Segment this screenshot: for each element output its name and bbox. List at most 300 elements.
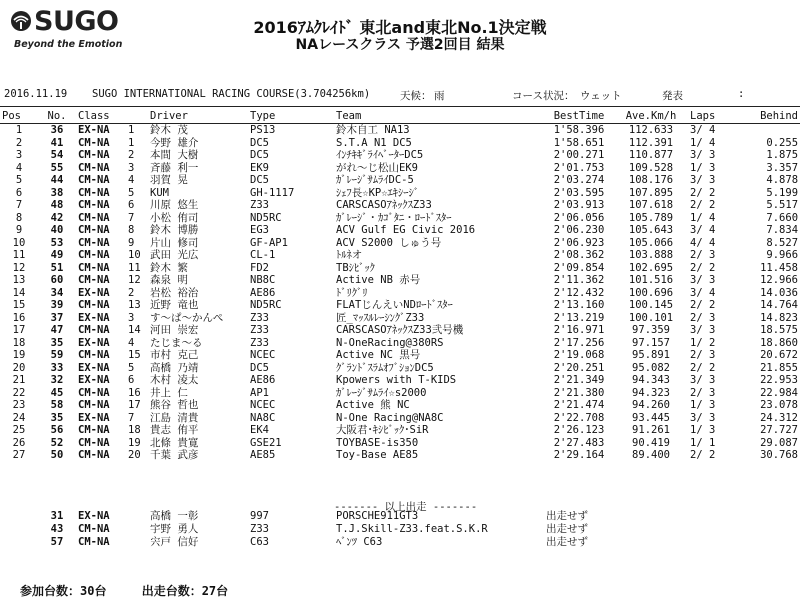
result-best: 2'21.474 — [553, 399, 605, 411]
result-best: 2'19.068 — [553, 349, 605, 361]
result-pos: 5 — [15, 174, 23, 186]
result-no: 39 — [50, 299, 64, 311]
condition-label: コース状況： — [512, 90, 575, 102]
result-laps: 1/ 4 — [690, 136, 716, 149]
result-no: 40 — [50, 224, 64, 236]
result-row — [0, 449, 800, 462]
result-row — [0, 199, 800, 212]
result-driver: 本間 大樹 — [150, 149, 199, 161]
time-separator: : — [738, 88, 745, 100]
result-cls: CM-NA — [78, 249, 110, 261]
result-row — [0, 349, 800, 362]
result-behind: 14.823 — [760, 311, 799, 324]
result-speed: 109.528 — [628, 161, 674, 174]
result-row — [0, 299, 800, 312]
result-speed: 112.391 — [628, 136, 674, 149]
result-cls: CM-NA — [78, 449, 110, 461]
result-cpos: 3 — [128, 311, 135, 324]
result-cls: CM-NA — [78, 199, 110, 211]
result-row — [0, 262, 800, 275]
result-cls: EX-NA — [78, 411, 110, 424]
result-no: 48 — [50, 199, 64, 211]
col-driver: Driver — [148, 108, 248, 124]
dns-pos-empty — [0, 523, 38, 536]
result-pos: 19 — [12, 349, 26, 361]
result-cpos: 12 — [128, 274, 141, 286]
result-team: Active NC 黒号 — [336, 349, 421, 361]
result-type: EG3 — [250, 224, 269, 236]
result-pos: 17 — [12, 324, 26, 336]
result-no: 44 — [50, 174, 64, 186]
result-row — [0, 437, 800, 450]
result-type: NB8C — [250, 274, 276, 286]
result-best: 2'06.056 — [553, 211, 605, 224]
result-type: Z33 — [250, 311, 269, 324]
result-speed: 108.176 — [628, 174, 674, 186]
result-type: Z33 — [250, 199, 269, 211]
result-cls: EX-NA — [78, 124, 110, 136]
result-team: TBｼﾋﾞｯｸ — [336, 261, 375, 274]
result-pos: 22 — [12, 386, 26, 399]
result-behind: 21.855 — [760, 361, 799, 374]
result-cls: EX-NA — [78, 286, 110, 299]
result-speed: 107.895 — [628, 186, 674, 199]
dns-pos-empty — [0, 536, 38, 549]
logo-tagline: Beyond the Emotion — [14, 39, 123, 50]
result-type: ND5RC — [250, 211, 282, 224]
col-behind: Behind — [738, 108, 800, 124]
result-no: 33 — [50, 361, 64, 374]
result-team: 大阪君･ｷｼﾋﾞｯｸ･SiR — [336, 424, 429, 436]
result-team: Active NB 赤号 — [336, 274, 421, 286]
result-cls: CM-NA — [78, 274, 110, 286]
result-behind: 5.517 — [766, 199, 799, 211]
footer-totals — [20, 582, 256, 599]
result-laps: 1/ 3 — [690, 424, 716, 436]
result-no: 50 — [50, 449, 64, 461]
col-pos: Pos — [0, 108, 38, 124]
result-cls: CM-NA — [78, 386, 110, 399]
result-cls: CM-NA — [78, 211, 110, 224]
result-pos: 3 — [15, 149, 23, 161]
result-type: GSE21 — [250, 436, 282, 449]
result-behind: 0.255 — [766, 136, 799, 149]
result-team: ACV S2000 しゅう号 — [336, 236, 442, 249]
result-best: 2'29.164 — [553, 449, 605, 461]
result-type: GF-AP1 — [250, 236, 288, 249]
result-pos: 12 — [12, 261, 26, 274]
result-pos: 10 — [12, 236, 26, 249]
weather-label: 天候： — [400, 90, 432, 102]
entries-count: 参加台数：30台 — [20, 584, 107, 598]
result-cpos: 7 — [128, 211, 135, 224]
results-header-row — [0, 108, 800, 124]
dns-driver: 宇野 勇人 — [150, 523, 199, 535]
result-pos: 24 — [12, 411, 26, 424]
result-cls: CM-NA — [78, 174, 110, 186]
result-type: AP1 — [250, 386, 269, 399]
result-no: 53 — [50, 236, 64, 249]
result-driver: 貴志 侑平 — [150, 424, 199, 436]
result-pos: 25 — [12, 424, 26, 436]
result-best: 2'22.708 — [553, 411, 605, 424]
dns-cls: EX-NA — [78, 510, 110, 522]
dns-table — [0, 510, 800, 549]
result-behind: 5.199 — [766, 186, 799, 199]
result-speed: 94.260 — [632, 399, 670, 411]
result-no: 55 — [50, 161, 64, 174]
result-type: EK9 — [250, 161, 269, 174]
result-no: 35 — [50, 336, 64, 349]
dns-row — [0, 510, 800, 523]
result-cls: CM-NA — [78, 299, 110, 311]
result-no: 41 — [50, 136, 64, 149]
result-type: NCEC — [250, 349, 276, 361]
result-behind: 22.984 — [760, 386, 799, 399]
result-driver: 片山 修司 — [150, 236, 199, 249]
result-behind: 18.860 — [760, 336, 799, 349]
result-no: 51 — [50, 261, 64, 274]
result-laps: 2/ 3 — [690, 386, 716, 399]
result-best: 2'09.854 — [553, 261, 605, 274]
result-speed: 95.891 — [632, 349, 670, 361]
result-driver: 小松 侑司 — [150, 211, 199, 224]
dns-no: 57 — [50, 536, 64, 548]
result-no: 34 — [50, 286, 64, 299]
result-best: 2'26.123 — [553, 424, 605, 436]
result-laps: 3/ 4 — [690, 286, 716, 299]
result-team: ﾄﾙﾈオ — [336, 249, 363, 261]
result-driver: 近野 竜也 — [150, 299, 199, 311]
result-speed: 90.419 — [632, 436, 670, 449]
result-pos: 21 — [12, 374, 26, 386]
result-row — [0, 287, 800, 300]
result-pos: 1 — [15, 124, 23, 136]
result-laps: 2/ 3 — [690, 349, 716, 361]
result-behind: 20.672 — [760, 349, 799, 361]
result-team: 匠_ﾏｯｽﾙﾚｰｼﾝｸﾞZ33 — [336, 311, 425, 324]
result-team: ﾄﾞﾘｸﾞﾘ — [336, 286, 368, 299]
result-driver: 鈴木 茂 — [150, 124, 188, 136]
result-behind: 27.727 — [760, 424, 799, 436]
result-team: Active 熊 NC — [336, 399, 410, 411]
result-pos: 11 — [12, 249, 26, 261]
result-team: FLATじんえいNDﾛｰﾄﾞｽﾀｰ — [336, 299, 453, 311]
result-row — [0, 174, 800, 187]
result-pos: 26 — [12, 436, 26, 449]
result-speed: 100.101 — [628, 311, 674, 324]
result-pos: 13 — [12, 274, 26, 286]
result-row — [0, 137, 800, 150]
result-best: 2'06.923 — [553, 236, 605, 249]
dns-row — [0, 536, 800, 549]
result-pos: 2 — [15, 136, 23, 149]
result-speed: 102.695 — [628, 261, 674, 274]
result-driver: KUM — [150, 186, 169, 199]
result-speed: 97.157 — [632, 336, 670, 349]
result-pos: 18 — [12, 336, 26, 349]
result-best: 2'13.160 — [553, 299, 605, 311]
result-driver: 川原 悠生 — [150, 199, 199, 211]
result-row — [0, 212, 800, 225]
result-speed: 91.261 — [632, 424, 670, 436]
result-laps: 4/ 4 — [690, 236, 716, 249]
result-team: N-One Racing@NA8C — [336, 411, 444, 424]
col-laps: Laps — [688, 108, 738, 124]
result-driver: 鈴木 博勝 — [150, 224, 199, 236]
result-cpos: 17 — [128, 399, 141, 411]
result-row — [0, 187, 800, 200]
result-best: 2'13.219 — [553, 311, 605, 324]
result-type: Z33 — [250, 324, 269, 336]
result-cls: EX-NA — [78, 361, 110, 374]
result-best: 2'06.230 — [553, 224, 605, 236]
result-cpos: 20 — [128, 449, 141, 461]
result-speed: 93.445 — [632, 411, 670, 424]
result-driver: 斉藤 利一 — [150, 161, 199, 174]
result-cls: CM-NA — [78, 261, 110, 274]
result-row — [0, 324, 800, 337]
result-driver: 木村 凌太 — [150, 374, 199, 386]
result-best: 1'58.396 — [553, 124, 605, 136]
dns-driver: 高橋 一彰 — [150, 510, 199, 522]
result-cpos: 15 — [128, 349, 141, 361]
result-row — [0, 374, 800, 387]
result-row — [0, 412, 800, 425]
header-rule — [0, 106, 800, 107]
result-best: 2'01.753 — [553, 161, 605, 174]
result-driver: 市村 克己 — [150, 349, 199, 361]
result-no: 32 — [50, 374, 64, 386]
result-cls: EX-NA — [78, 311, 110, 324]
result-laps: 2/ 2 — [690, 299, 716, 311]
result-behind — [738, 124, 800, 137]
starters-count: 出走台数：27台 — [141, 584, 229, 598]
result-cls: CM-NA — [78, 424, 110, 436]
result-cpos: 18 — [128, 424, 141, 436]
result-behind: 4.878 — [766, 174, 799, 186]
result-speed: 105.789 — [628, 211, 674, 224]
result-team: S.T.A N1 DC5 — [336, 136, 412, 149]
result-cpos: 1 — [128, 124, 135, 136]
result-team: ｶﾞﾚｰｼﾞ・ｶｺﾞﾀﾆ・ﾛｰﾄﾞｽﾀｰ — [336, 211, 452, 224]
result-row — [0, 312, 800, 325]
result-laps: 1/ 3 — [690, 399, 716, 411]
result-cpos: 11 — [128, 261, 141, 274]
col-team: Team — [334, 108, 544, 124]
result-cls: CM-NA — [78, 186, 110, 199]
result-type: NA8C — [250, 411, 276, 424]
result-driver: 井上 仁 — [150, 386, 188, 399]
result-best: 2'20.251 — [553, 361, 605, 374]
info-line — [0, 88, 800, 104]
result-best: 2'17.256 — [553, 336, 605, 349]
result-team: CARSCASOｱﾈｯｸｽZ33弐号機 — [336, 324, 464, 336]
result-no: 38 — [50, 186, 64, 199]
result-behind: 7.660 — [766, 211, 799, 224]
result-speed: 103.888 — [628, 249, 674, 261]
result-no: 35 — [50, 411, 64, 424]
dns-cls: CM-NA — [78, 536, 110, 548]
result-type: DC5 — [250, 149, 269, 161]
result-behind: 7.834 — [766, 224, 799, 236]
result-driver: 北條 貴寛 — [150, 436, 199, 449]
result-driver: 熊谷 哲也 — [150, 399, 199, 411]
result-behind: 18.575 — [760, 324, 799, 336]
result-team: CARSCASOｱﾈｯｸｽZ33 — [336, 199, 432, 211]
dns-cls: CM-NA — [78, 523, 110, 535]
result-type: ND5RC — [250, 299, 282, 311]
dns-no: 31 — [50, 510, 64, 522]
result-speed: 94.343 — [632, 374, 670, 386]
result-behind: 9.966 — [766, 249, 799, 261]
result-cpos: 3 — [128, 161, 135, 174]
result-speed: 110.877 — [628, 149, 674, 161]
col-no: No. — [38, 108, 76, 124]
dns-status: 出走せず — [546, 523, 588, 535]
result-best: 2'03.913 — [553, 199, 605, 211]
result-team: ｲﾝﾁｷｷﾞﾗｲﾍﾞｰﾀｰDC5 — [336, 149, 424, 161]
result-behind: 11.458 — [760, 261, 799, 274]
time-label: 発表 — [662, 90, 683, 102]
result-cpos: 8 — [128, 224, 135, 236]
result-behind: 14.036 — [760, 286, 799, 299]
result-type: DC5 — [250, 136, 269, 149]
result-cls: CM-NA — [78, 161, 110, 174]
dns-status: 出走せず — [546, 510, 588, 522]
result-type: FD2 — [250, 261, 269, 274]
result-laps: 3/ 3 — [690, 324, 716, 336]
result-cpos: 10 — [128, 249, 141, 261]
result-row — [0, 387, 800, 400]
result-team: TOYBASE-is350 — [336, 436, 419, 449]
result-cpos: 2 — [128, 286, 135, 299]
result-pos: 23 — [12, 399, 26, 411]
dns-driver: 宍戸 信好 — [150, 536, 199, 548]
result-cls: EX-NA — [78, 336, 110, 349]
result-laps: 1/ 4 — [690, 211, 716, 224]
session-title: NAレースクラス 予選2回目 結果 — [295, 37, 505, 53]
result-cls: CM-NA — [78, 399, 110, 411]
result-no: 58 — [50, 399, 64, 411]
result-best: 2'16.971 — [553, 324, 605, 336]
result-behind: 30.768 — [760, 449, 799, 461]
result-speed: 112.633 — [628, 124, 674, 136]
result-cpos: 5 — [128, 361, 135, 374]
result-no: 59 — [50, 349, 64, 361]
result-best: 2'21.349 — [553, 374, 605, 386]
result-no: 56 — [50, 424, 64, 436]
result-cpos: 19 — [128, 436, 141, 449]
result-pos: 8 — [15, 211, 23, 224]
result-driver: 森泉 明 — [150, 274, 188, 286]
result-laps: 1/ 1 — [690, 436, 716, 449]
result-behind: 3.357 — [766, 161, 799, 174]
result-pos: 16 — [12, 311, 26, 324]
result-speed: 105.066 — [628, 236, 674, 249]
result-type: NCEC — [250, 399, 276, 411]
result-driver: 千葉 武彦 — [150, 449, 199, 461]
result-cpos: 7 — [128, 411, 135, 424]
dns-pos-empty — [0, 510, 38, 523]
result-cls: CM-NA — [78, 349, 110, 361]
result-row — [0, 124, 800, 137]
result-behind: 23.078 — [760, 399, 799, 411]
result-row — [0, 274, 800, 287]
result-no: 45 — [50, 386, 64, 399]
result-type: AE85 — [250, 449, 276, 461]
result-speed: 95.082 — [632, 361, 670, 374]
result-cpos: 14 — [128, 324, 141, 336]
result-row — [0, 249, 800, 262]
result-cpos: 6 — [128, 374, 135, 386]
result-row — [0, 399, 800, 412]
result-no: 36 — [50, 124, 64, 136]
result-best: 2'00.271 — [553, 149, 605, 161]
logo-text: SUGO — [34, 6, 119, 37]
result-type: DC5 — [250, 361, 269, 374]
result-cls: CM-NA — [78, 324, 110, 336]
result-speed: 94.323 — [632, 386, 670, 399]
result-pos: 15 — [12, 299, 26, 311]
result-laps: 2/ 3 — [690, 311, 716, 324]
result-best: 2'03.274 — [553, 174, 605, 186]
result-type: DC5 — [250, 174, 269, 186]
result-row — [0, 149, 800, 162]
dns-type: C63 — [250, 536, 269, 548]
result-no: 42 — [50, 211, 64, 224]
result-cpos: 4 — [128, 336, 135, 349]
result-row — [0, 224, 800, 237]
result-pos: 14 — [12, 286, 26, 299]
result-cls: CM-NA — [78, 149, 110, 161]
result-driver: 鈴木 繁 — [150, 261, 188, 274]
result-laps: 3/ 4 — [690, 224, 716, 236]
result-laps: 3/ 3 — [690, 149, 716, 161]
result-driver: す～ぱ～かんぺ — [150, 311, 224, 324]
result-pos: 20 — [12, 361, 26, 374]
dns-team: ﾍﾞﾝﾂ C63 — [336, 536, 383, 548]
result-driver: 武田 光広 — [150, 249, 199, 261]
result-team: Kpowers with T-KIDS — [336, 374, 457, 386]
result-type: PS13 — [250, 124, 276, 136]
result-cls: CM-NA — [78, 136, 110, 149]
result-laps: 2/ 2 — [690, 186, 716, 199]
result-team: ｼｪﾌ長☆KP☆ｴｷｼｰｼﾞ — [336, 186, 420, 199]
result-type: AE86 — [250, 374, 276, 386]
result-cls: CM-NA — [78, 236, 110, 249]
result-row — [0, 424, 800, 437]
result-no: 37 — [50, 311, 64, 324]
result-laps: 2/ 2 — [690, 361, 716, 374]
result-behind: 1.875 — [766, 149, 799, 161]
result-laps: 3/ 3 — [690, 174, 716, 186]
result-cpos: 1 — [128, 136, 135, 149]
result-best: 2'12.432 — [553, 286, 605, 299]
result-pos: 7 — [15, 199, 23, 211]
result-behind: 29.087 — [760, 436, 799, 449]
result-team: ｶﾞﾚｰｼﾞｻﾑﾗｲ☆s2000 — [336, 386, 427, 399]
result-laps: 1/ 2 — [690, 336, 716, 349]
result-cpos: 9 — [128, 236, 135, 249]
result-driver: 今野 雄介 — [150, 136, 199, 149]
result-type: Z33 — [250, 336, 269, 349]
result-behind: 12.966 — [760, 274, 799, 286]
result-driver: 羽賀 晃 — [150, 174, 188, 186]
result-type: GH-1117 — [250, 186, 295, 199]
result-type: EK4 — [250, 424, 269, 436]
dns-type: 997 — [250, 510, 269, 522]
